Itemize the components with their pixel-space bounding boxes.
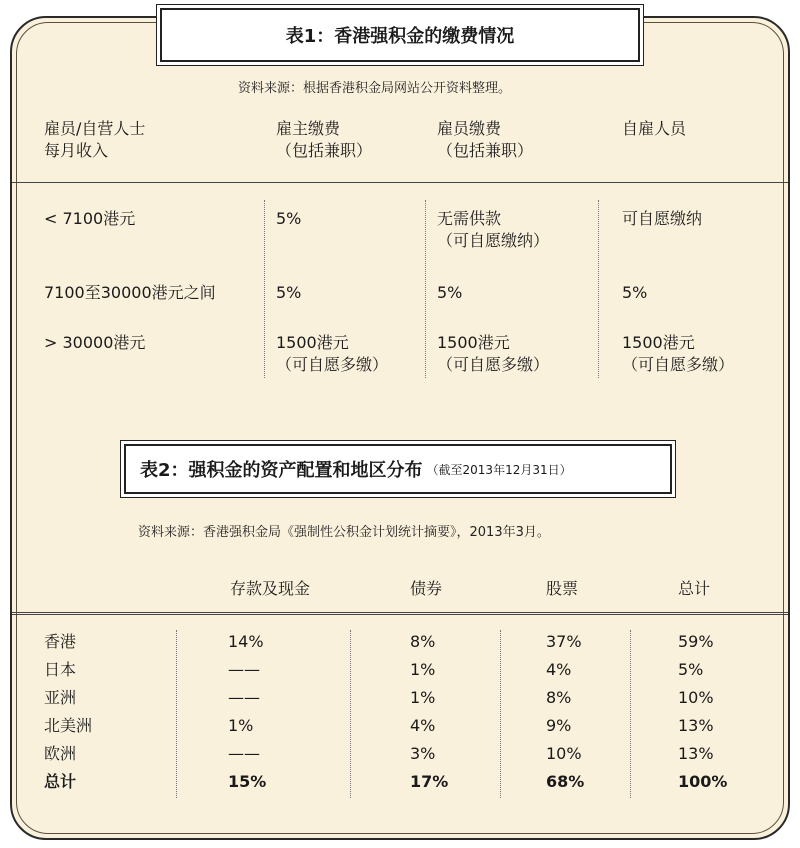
table1-row3-self: [622, 332, 734, 376]
table2-row-stock: 37%: [546, 632, 582, 651]
table1-header-income: [44, 118, 145, 162]
table2-row-stock: 9%: [546, 716, 572, 735]
table1-row2-employee: 5%: [437, 283, 463, 302]
table2-title: [124, 444, 672, 494]
row3-employer-line2: （可自愿多缴）: [276, 355, 389, 374]
table2-header-cash: 存款及现金: [230, 579, 311, 598]
table2-row-cash: ——: [228, 688, 260, 707]
table2-header-rule: [12, 612, 788, 615]
table1-row1-employer: 5%: [276, 209, 302, 228]
table1-title-text: 表1：香港强积金的缴费情况: [285, 26, 515, 47]
table2-row-region: 日本: [44, 660, 77, 679]
table2-row-total: 59%: [678, 632, 714, 651]
table2-row-stock: 8%: [546, 688, 572, 707]
table2-row-total: 13%: [678, 744, 714, 763]
row3-self-line1: 1500港元: [622, 333, 695, 352]
table1-row3-employer: [276, 332, 388, 376]
table2-row-total: 13%: [678, 716, 714, 735]
table1-row2-employer: 5%: [276, 283, 302, 302]
row3-self-line2: （可自愿多缴）: [622, 355, 735, 374]
table2-header-total: 总计: [678, 579, 711, 598]
table1-row2-income: 7100至30000港元之间: [44, 283, 216, 302]
header-self-line1: 自雇人员: [622, 119, 687, 138]
table2-total-cash: 15%: [228, 772, 267, 791]
table2-total-total: 100%: [678, 772, 728, 791]
row3-employee-line2: （可自愿多缴）: [437, 355, 550, 374]
table2-row-region: 欧洲: [44, 744, 77, 763]
header-employer-line1: 雇主缴费: [276, 119, 341, 138]
table2-total-stock: 68%: [546, 772, 585, 791]
table2-source: 资料来源：香港强积金局《强制性公积金计划统计摘要》，2013年3月。: [138, 525, 550, 540]
table1-col-divider: [425, 200, 426, 378]
table2-row-total: 5%: [678, 660, 704, 679]
table1-row3-employee: [437, 332, 549, 376]
row1-employee-line2: （可自愿缴纳）: [437, 231, 550, 250]
table2-title-text: 表2：强积金的资产配置和地区分布: [140, 460, 423, 481]
table1-source: 资料来源：根据香港积金局网站公开资料整理。: [238, 81, 512, 96]
table2-row-bond: 8%: [410, 632, 436, 651]
table2-row-bond: 1%: [410, 688, 436, 707]
table2-col-divider: [350, 630, 351, 798]
table2-header-stock: 股票: [546, 579, 579, 598]
table1-row1-self: 可自愿缴纳: [622, 209, 703, 228]
header-employee-line1: 雇员缴费: [437, 119, 502, 138]
table2-row-cash: ——: [228, 744, 260, 763]
row3-employee-line1: 1500港元: [437, 333, 510, 352]
table1-header-self: [622, 118, 686, 140]
table1-row3-income: > 30000港元: [44, 333, 146, 352]
row3-employer-line1: 1500港元: [276, 333, 349, 352]
table1-col-divider: [598, 200, 599, 378]
table2-row-region: 亚洲: [44, 688, 77, 707]
table2-row-cash: 1%: [228, 716, 254, 735]
header-employer-line2: （包括兼职）: [276, 141, 373, 160]
table2-row-cash: ——: [228, 660, 260, 679]
table2-row-bond: 1%: [410, 660, 436, 679]
table2-total-bond: 17%: [410, 772, 449, 791]
table2-col-divider: [630, 630, 631, 798]
table2-header-bond: 债券: [410, 579, 443, 598]
table2-row-total: 10%: [678, 688, 714, 707]
table2-col-divider: [500, 630, 501, 798]
table1-col-divider: [264, 200, 265, 378]
table2-row-bond: 4%: [410, 716, 436, 735]
table1-title: [160, 8, 640, 62]
table2-row-region: 北美洲: [44, 716, 93, 735]
table2-row-cash: 14%: [228, 632, 264, 651]
table1-row2-self: 5%: [622, 283, 648, 302]
table1-header-employee: [437, 118, 533, 162]
table1-header-employer: [276, 118, 372, 162]
header-income-line1: 雇员/自营人士: [44, 119, 146, 138]
table2-total-region: 总计: [44, 772, 77, 791]
table2-title-note: （截至2013年12月31日）: [426, 462, 572, 477]
table2-row-bond: 3%: [410, 744, 436, 763]
table1-header-rule: [12, 182, 788, 183]
header-income-line2: 每月收入: [44, 141, 109, 160]
table1-row1-income: < 7100港元: [44, 209, 136, 228]
table2-row-stock: 4%: [546, 660, 572, 679]
table2-col-divider: [176, 630, 177, 798]
table1-row1-employee: [437, 208, 549, 252]
table2-row-stock: 10%: [546, 744, 582, 763]
row1-employee-line1: 无需供款: [437, 209, 502, 228]
header-employee-line2: （包括兼职）: [437, 141, 534, 160]
table2-row-region: 香港: [44, 632, 77, 651]
